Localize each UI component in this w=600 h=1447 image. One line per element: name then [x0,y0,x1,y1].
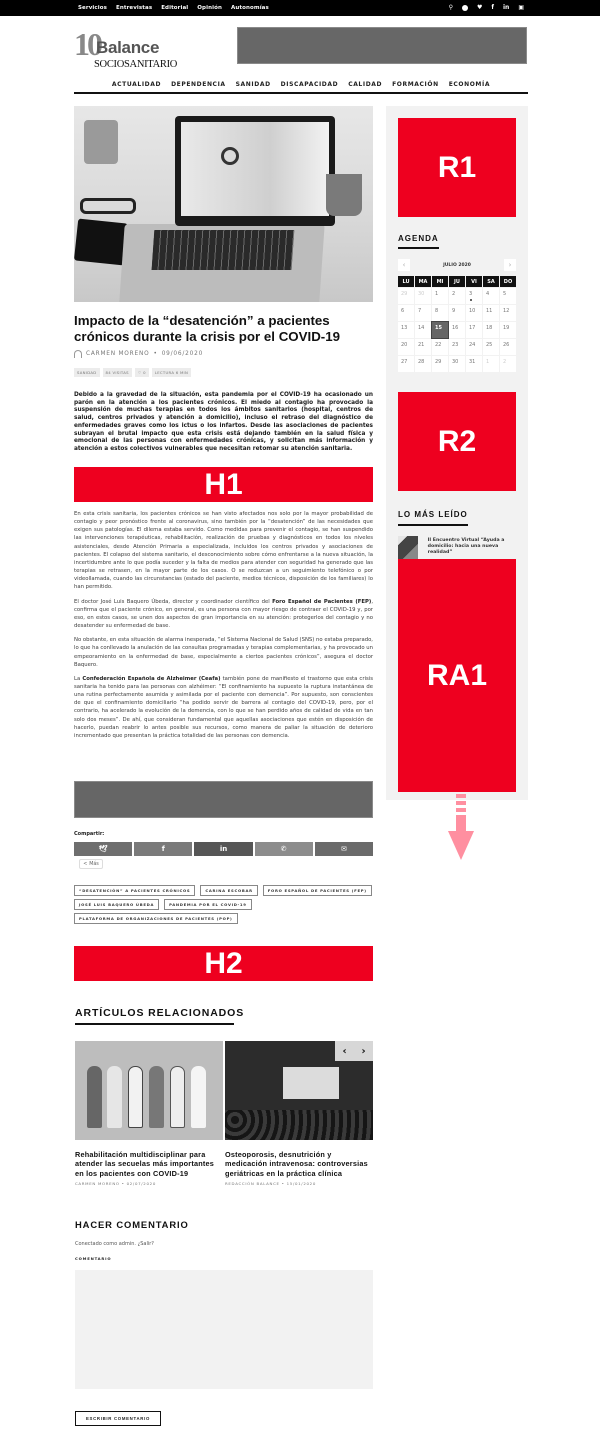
tag-list [74,885,374,924]
calendar-day[interactable]: 3 [466,288,482,304]
tag[interactable]: JOSÉ LUIS BAQUERO ÚBEDA [74,899,159,910]
top-bar [0,0,600,16]
top-link-entrevistas[interactable]: Entrevistas [115,5,153,11]
glasses-shape [80,198,136,214]
calendar-day[interactable]: 23 [449,339,465,355]
share-whatsapp-button[interactable] [255,842,313,856]
calendar-day[interactable]: 7 [415,305,431,321]
top-link-servicios[interactable]: Servicios [78,5,107,11]
badge-likes[interactable]: ♡ 0 [135,368,149,377]
tag[interactable]: CARINA ESCOBAR [200,885,257,896]
agenda-underline [398,247,439,249]
related-title: ARTÍCULOS RELACIONADOS [75,1007,245,1019]
twitter-icon[interactable]: ♥ [476,4,483,11]
comment-field-label: COMENTARIO [75,1256,112,1261]
calendar-day[interactable]: 21 [415,339,431,355]
badge-reading-time: LECTURA 6 MIN [152,368,191,377]
article-lead: Debido a la gravedad de la situación, esta pandemia por el COVID-19 ha ocasionado un parón en la atención a los pacientes crónicos. El miedo al contagio ha provocado la suspensión de muchas terapias en todos los ámbitos sanitarios (hospital, centros de salud, centros privados y atención a domicilio), incluso el retraso del diagnóstico de enfermedades graves como los ictus o los infartos. Desde las asociaciones de pacientes subrayan el brutal impacto que esta crisis está dejando también en la salud física y emocional de las personas con enfermedades crónicas, y solicitan más información y atención a estos colectivos vulnerables que necesitan retomar su atención sanitaria. [74,392,373,452]
calendar-day[interactable]: 17 [466,322,482,338]
calendar-day[interactable]: 12 [500,305,516,321]
ad-slot-r1[interactable]: R1 [398,118,516,217]
badge-category[interactable]: SANIDAD [74,368,100,377]
related-thumb[interactable] [225,1041,373,1140]
related-underline [75,1023,234,1025]
search-icon[interactable]: ⚲ [448,4,453,11]
facebook-icon[interactable]: f [491,4,494,11]
related-article-meta: REDACCIÓN BALANCE • 15/01/2020 [225,1181,317,1187]
bold-link-fep: Foro Español de Pacientes (FEP) [272,598,372,605]
related-article-meta: CARMEN MORENO • 02/07/2020 [75,1181,157,1187]
byline [74,349,203,359]
nav-item-calidad[interactable]: CALIDAD [348,81,383,88]
calendar-day[interactable]: 13 [398,322,414,338]
most-read-item-title[interactable]: II Encuentro Virtual “Ayuda a domicilio: hacia una nueva realidad” [427,538,505,555]
logo-brand: Balance [96,38,160,57]
youtube-icon[interactable]: ▣ [518,4,524,11]
tag[interactable]: “DESATENCIÓN” A PACIENTES CRÓNICOS [74,885,195,896]
article-paragraph: No obstante, en esta situación de alarma inesperada, “el Sistema Nacional de Salud (SNS) no estaba preparado, lo que ha conllevado la anulación de las consultas programadas y terapias complementarias, y ha provocado un empeoramiento en la enfermedad de base, especialmente a ciertos pacientes crónicos”, asegura el doctor Baquero. [74,637,373,668]
slider-nav [335,1041,373,1061]
tag[interactable]: FORO ESPAÑOL DE PACIENTES (FEP) [263,885,372,896]
calendar-day[interactable]: 30 [415,288,431,304]
calendar-day[interactable]: 5 [500,288,516,304]
laptop-screen-shape [175,116,335,226]
top-link-autonomias[interactable]: Autonomías [230,5,269,11]
main-nav [74,77,528,94]
calendar-day[interactable]: 1 [432,288,448,304]
calendar-day[interactable]: 26 [500,339,516,355]
calendar-day[interactable]: 22 [432,339,448,355]
calendar-day[interactable]: 18 [483,322,499,338]
top-link-editorial[interactable]: Editorial [161,5,189,11]
calendar-weekday: JU [449,276,465,287]
nav-item-dependencia[interactable]: DEPENDENCIA [171,81,226,88]
share-email-button[interactable] [315,842,373,856]
stethoscope-shape [221,147,239,165]
calendar-day[interactable]: 27 [398,356,414,372]
calendar-grid [398,276,516,372]
related-article-title[interactable]: Osteoporosis, desnutrición y medicación intravenosa: controversias geriátricas en la práctica clínica [225,1150,368,1178]
logged-in-text[interactable]: Conectado como admin. ¿Salir? [75,1241,154,1247]
article-paragraph: La Confederación Española de Alzheimer (Ceafa) también pone de manifiesto el trastorno que esta crisis sanitaria ha tenido para las personas con alzhéimer: “El confinamiento ha supuesto la ruptura instantánea de una rutina perfectamente asumida y asimilada por el paciente con demencia”. Por supuesto, son conscientes de que el confinamiento domiciliario “ha podido servir de barrera al contagio del COVID-19, pero, por el contrario, ha acelerado la evolución de la demencia, con lo que se han perdido años de calidad de vida en tan solo dos meses”. De ahí, que consideran fundamental que aquellas asociaciones que estén en disposición de hacerlo, puedan reabrir lo antes posible sus recursos, como manera de paliar la situación de deterioro incrementado que presentan la práctica totalidad de las personas con demencia. [74,675,373,739]
user-icon [74,350,82,358]
calendar-month: JULIO 2020 [443,262,471,268]
article-date: 09/06/2020 [161,351,204,357]
mug-shape [326,174,362,216]
nav-item-economia[interactable]: ECONOMÍA [448,81,491,88]
calendar-day[interactable]: 8 [432,305,448,321]
calendar-day[interactable]: 6 [398,305,414,321]
share-twitter-button[interactable] [74,842,132,856]
presentation-screen-shape [283,1067,339,1099]
whatsapp-icon: ✆ [280,845,287,853]
calendar-day[interactable]: 30 [449,356,465,372]
article-paragraph: En esta crisis sanitaria, los pacientes crónicos se han visto afectados nos solo por la mayor probabilidad de contagio y peor pronóstico frente al coronavirus, sino también por la “desatención” de las necesidades que exigen sus patologías. El dilema estaba servido. Como medidas para prevenir el contagio, se han suspendido las intervenciones terapéuticas, rehabilitación, realización de pruebas y diagnósticos en todos los niveles asistenciales, desde Atención Primaria a especializada, incluidos los centros privados y asociaciones de pacientes. El colapso del sistema sanitario, el desconocimiento sobre cómo enfrentarse a la nueva situación, la incertidumbre ante lo que podía suceder y la falta de medios para atender con seguridad ha generado que las terapias se retrasen, en la mayor parte de los casos. O se reduzcan a un seguimiento telefónico o por videollamada, cuando las circunstancias (estado del paciente, medios técnicos, disposición de los familiares) lo han permitido. [74,511,373,591]
article-badges [74,368,191,377]
article-paragraph: El doctor José Luis Baquero Úbeda, director y coordinador científico del Foro Español de Pacientes (FEP), confirma que el paciente crónico, en general, es una persona con mayor riesgo de contraer el COVID-19 y, por eso, en estos casos, se unen dos aspectos de gran importancia en su atención: protegerlos del contagio y no desatender su enfermedad de base. [74,598,373,630]
calendar-day-today[interactable]: 15 [432,322,448,338]
calendar-weekday: MI [432,276,448,287]
calendar-weekday: SA [483,276,499,287]
badge-views: 84 VISITAS [103,368,132,377]
header-banner-ad[interactable] [237,27,527,64]
article-title: Impacto de la “desatención” a pacientes crónicos durante la crisis por el COVID-19 [74,313,341,344]
calendar-day[interactable]: 31 [466,356,482,372]
nav-item-discapacidad[interactable]: DISCAPACIDAD [280,81,339,88]
calendar-day[interactable]: 2 [449,288,465,304]
calendar-day[interactable]: 11 [483,305,499,321]
slider-prev-icon[interactable]: ‹ [342,1045,347,1057]
bold-link-ceafa: Confederación Española de Alzheimer (Ceafa) [82,675,221,682]
author-name[interactable]: CARMEN MORENO [86,351,150,357]
related-article-card[interactable] [75,1041,223,1186]
calendar-day[interactable]: 16 [449,322,465,338]
slider-next-icon[interactable]: › [361,1045,366,1057]
share-icon: < [83,861,88,867]
nav-item-actualidad[interactable]: ACTUALIDAD [111,81,162,88]
share-facebook-button[interactable] [134,842,192,856]
most-read-title: LO MÁS LEÍDO [398,510,468,519]
logo-sub: SOCIOSANITARIO [94,59,178,70]
share-more-button[interactable]: < Más [79,859,103,869]
calendar-header [398,258,516,272]
submit-comment-button[interactable]: ESCRIBIR COMENTARIO [75,1411,161,1426]
calendar-day[interactable]: 2 [500,356,516,372]
linkedin-icon[interactable]: in [503,4,510,11]
calendar-day[interactable]: 25 [483,339,499,355]
comment-section-title: HACER COMENTARIO [75,1219,189,1230]
calendar-weekday: LU [398,276,414,287]
email-icon: ✉ [340,845,347,853]
logo-number: 10 [74,26,100,62]
nav-item-formacion[interactable]: FORMACIÓN [392,81,439,88]
calendar-day[interactable]: 24 [466,339,482,355]
share-linkedin-button[interactable] [194,842,252,856]
calendar-next-icon[interactable]: › [504,259,516,271]
laptop-base-shape [119,224,324,302]
related-article-card[interactable] [225,1041,373,1186]
calendar-day[interactable]: 9 [449,305,465,321]
calendar-day[interactable]: 4 [483,288,499,304]
tag[interactable]: PANDEMIA POR EL COVID-19 [164,899,251,910]
ad-slot-r2[interactable]: R2 [398,392,516,491]
audience-shape [225,1110,373,1140]
sidebar [386,106,528,800]
ad-slot-h1[interactable]: H1 [74,467,373,502]
calendar-weekday: MA [415,276,431,287]
calendar-weekday: VI [466,276,482,287]
calendar-day[interactable]: 29 [398,288,414,304]
inline-banner-ad[interactable] [74,781,373,818]
share-label: Compartir: [74,831,105,837]
calendar-day[interactable]: 10 [466,305,482,321]
comment-textarea[interactable] [75,1270,373,1389]
phone-shape [74,219,128,266]
most-read-underline [398,524,468,526]
related-article-title[interactable]: Rehabilitación multidisciplinar para atender las secuelas más importantes en los pacientes con COVID-19 [75,1150,215,1178]
ad-slot-ra1[interactable]: RA1 [398,559,516,792]
top-link-opinion[interactable]: Opinión [197,5,222,11]
related-thumb[interactable] [75,1041,223,1140]
keyboard-shape [152,230,295,270]
calendar-weekday: DO [500,276,516,287]
event-dot-icon [470,299,472,301]
site-logo[interactable] [74,28,182,74]
article-hero-image [74,106,373,302]
calendar-day[interactable]: 29 [432,356,448,372]
calendar [398,258,516,372]
article-body [74,510,373,746]
linkedin-icon: in [219,845,228,853]
calendar-day[interactable]: 20 [398,339,414,355]
facebook-icon: f [161,845,165,853]
ad-slot-h2[interactable]: H2 [74,946,373,981]
top-links [78,0,269,16]
calendar-day[interactable]: 1 [483,356,499,372]
agenda-title: AGENDA [398,234,439,243]
social-icons [449,0,524,16]
calendar-prev-icon[interactable]: ‹ [398,259,410,271]
plant-shape [84,120,118,164]
byline-separator: • [153,351,158,357]
twitter-icon: 🕊 [98,845,108,853]
instagram-icon[interactable] [462,5,468,11]
calendar-day[interactable]: 19 [500,322,516,338]
tag[interactable]: PLATAFORMA DE ORGANIZACIONES DE PACIENTES (POP) [74,913,238,924]
sticky-scroll-arrow-icon [448,794,474,864]
share-buttons [74,842,373,856]
calendar-day[interactable]: 14 [415,322,431,338]
calendar-day[interactable]: 28 [415,356,431,372]
nav-item-sanidad[interactable]: SANIDAD [235,81,271,88]
